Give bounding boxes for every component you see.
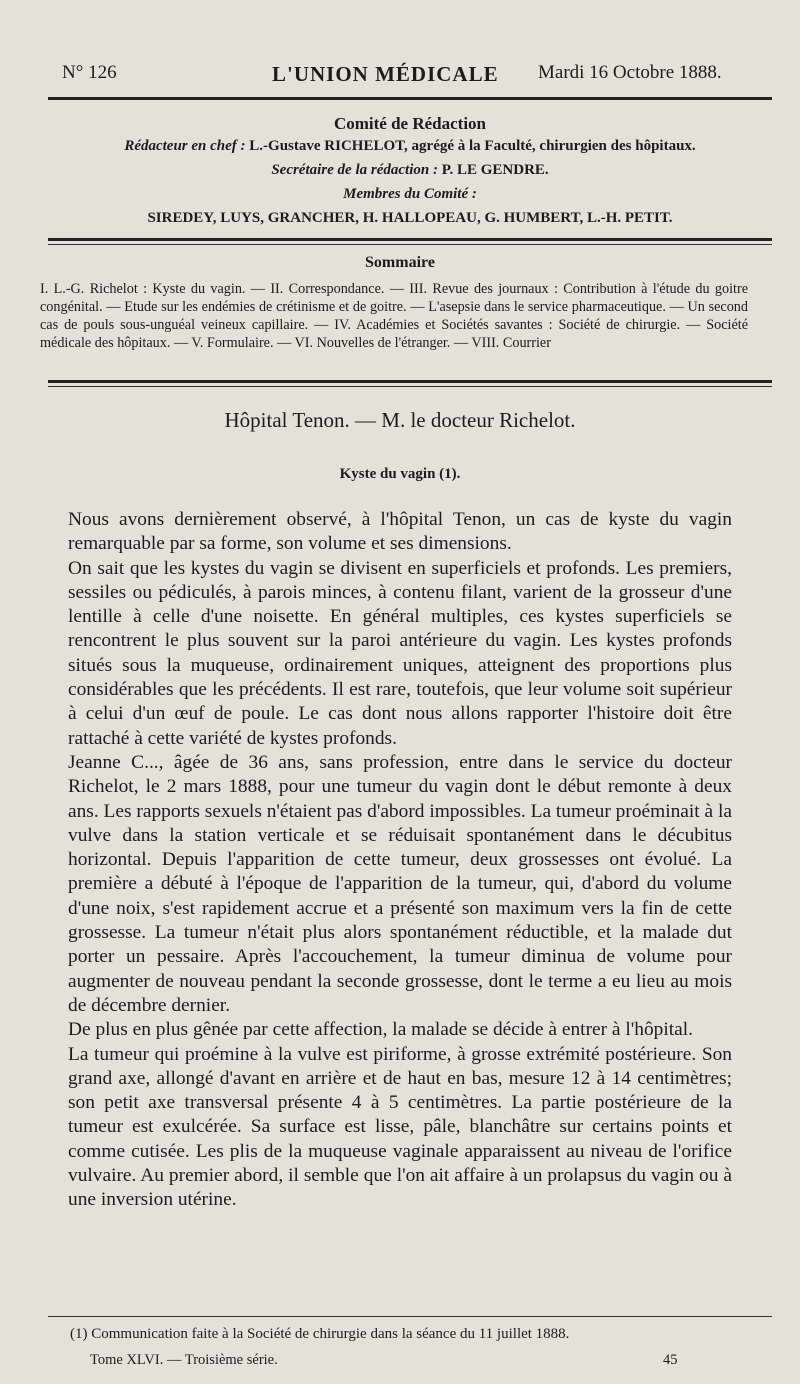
summary-rule-thin [48,386,772,387]
summary-title: Sommaire [365,254,435,271]
volume-label: Tome XLVI. — Troisième série. [90,1352,278,1368]
committee-title: Comité de Rédaction [333,114,487,133]
committee-rule-thin [48,244,772,245]
committee-rule [48,238,772,241]
issue-date: Mardi 16 Octobre 1888. [538,62,722,83]
article-paragraph-5: La tumeur qui proémine à la vulve est piriforme, à grosse extrémité postérieure. Son grand axe, allongé d'avant en arrière et de haut en bas, mesure 12 à 14 centimètres; son petit axe transversal présente 4 à 5 centimètres. La partie postérieure de la tumeur est exulcérée. Sa surface est lisse, pâle, blanchâtre sur certains points et comme cutisée. Les plis de la muqueuse vaginale apparaissent au niveau de l'orifice vulvaire. Au premier abord, il semble que l'on ait affaire à un prolapsus du vagin ou à une inversion utérine. [68,1043,732,1211]
article-paragraph-1: Nous avons dernièrement observé, à l'hôpital Tenon, un cas de kyste du vagin remarquable par sa forme, son volume et ses dimensions. [68,509,732,555]
article-paragraph-2: On sait que les kystes du vagin se divisent en superficiels et profonds. Les premiers, sessiles ou pédiculés, à parois minces, à contenu filant, varient de la grosseur d'une lentille à celle d'une noisette. En général multiples, ces kystes superficiels se rencontrent le plus souvent sur la paroi antérieure du vagin. Les kystes profonds situés sous la muqueuse, ordinairement uniques, atteignent des proportions plus considérables que les précédents. Il est rare, toutefois, que leur volume soit supérieur à celui d'un œuf de poule. Le cas dont nous allons rapporter l'histoire doit être rattaché à cette variété de kystes profonds. [68,557,732,749]
header-rule [48,97,772,100]
members-label-line [40,186,780,210]
article-paragraph-4: De plus en plus gênée par cette affection, la malade se décide à entrer à l'hôpital. [68,1019,693,1041]
editor-in-chief-name: L.-Gustave RICHELOT, agrégé à la Faculté, chirurgien des hôpitaux. [249,138,696,154]
secretary-label: Secrétaire de la rédaction : [271,162,438,178]
article-subheading: Kyste du vagin (1). [339,466,461,482]
editor-in-chief-line [40,138,780,162]
issue-number: N° 126 [62,62,117,83]
article-body [68,508,732,1213]
members-names: SIREDEY, LUYS, GRANCHER, H. HALLOPEAU, G. HUMBERT, L.-H. PETIT. [147,210,673,226]
secretary-name: P. LE GENDRE. [441,162,549,178]
editorial-committee [40,114,780,234]
article-heading: Hôpital Tenon. — M. le docteur Richelot. [224,408,576,432]
footnote-rule [48,1316,772,1317]
page-footer [90,1352,690,1369]
editor-in-chief-label: Rédacteur en chef : [124,138,246,154]
article-paragraph-3: Jeanne C..., âgée de 36 ans, sans profession, entre dans le service du docteur Richelot, le 2 mars 1888, pour une tumeur du vagin dont le début remonte à deux ans. Les rapports sexuels n'étaient pas d'abord impossibles. La tumeur proéminait à la vulve dans la station verticale et se réduisait spontanément dans le décubitus horizontal. Depuis l'apparition de cette tumeur, deux grossesses ont évolué. La première a débuté à l'époque de l'apparition de la tumeur, qui, d'abord du volume d'une noix, s'est rapidement accrue et a présenté son maximum vers la fin de cette grossesse. La tumeur n'était plus alors spontanément réductible, et la malade dut porter un pessaire. Après l'accouchement, la tumeur diminua de volume pour augmenter de nouveau pendant la seconde grossesse, dont le terme a eu lieu au mois de décembre dernier. [68,751,732,1016]
page-number: 45 [663,1352,678,1368]
footnote: (1) Communication faite à la Société de chirurgie dans la séance du 11 juillet 1888. [70,1326,570,1342]
summary-text: I. L.-G. Richelot : Kyste du vagin. — II. Correspondance. — III. Revue des journaux : Contribution à l'étude du goitre congénital. — Etude sur les endémies de crétinisme et de goitre. — L'asepsie dans le service pharmaceutique. — Un second cas de pouls sous-unguéal veineux capillaire. — IV. Académies et Sociétés savantes : Société de chirurgie. — Société médicale des hôpitaux. — V. Formulaire. — VI. Nouvelles de l'étranger. — VIII. Courrier [40,281,748,351]
members-label: Membres du Comité : [343,186,477,202]
secretary-line [40,162,780,186]
page-header [62,62,762,94]
journal-title: L'UNION MÉDICALE [272,62,499,86]
summary-rule [48,380,772,383]
